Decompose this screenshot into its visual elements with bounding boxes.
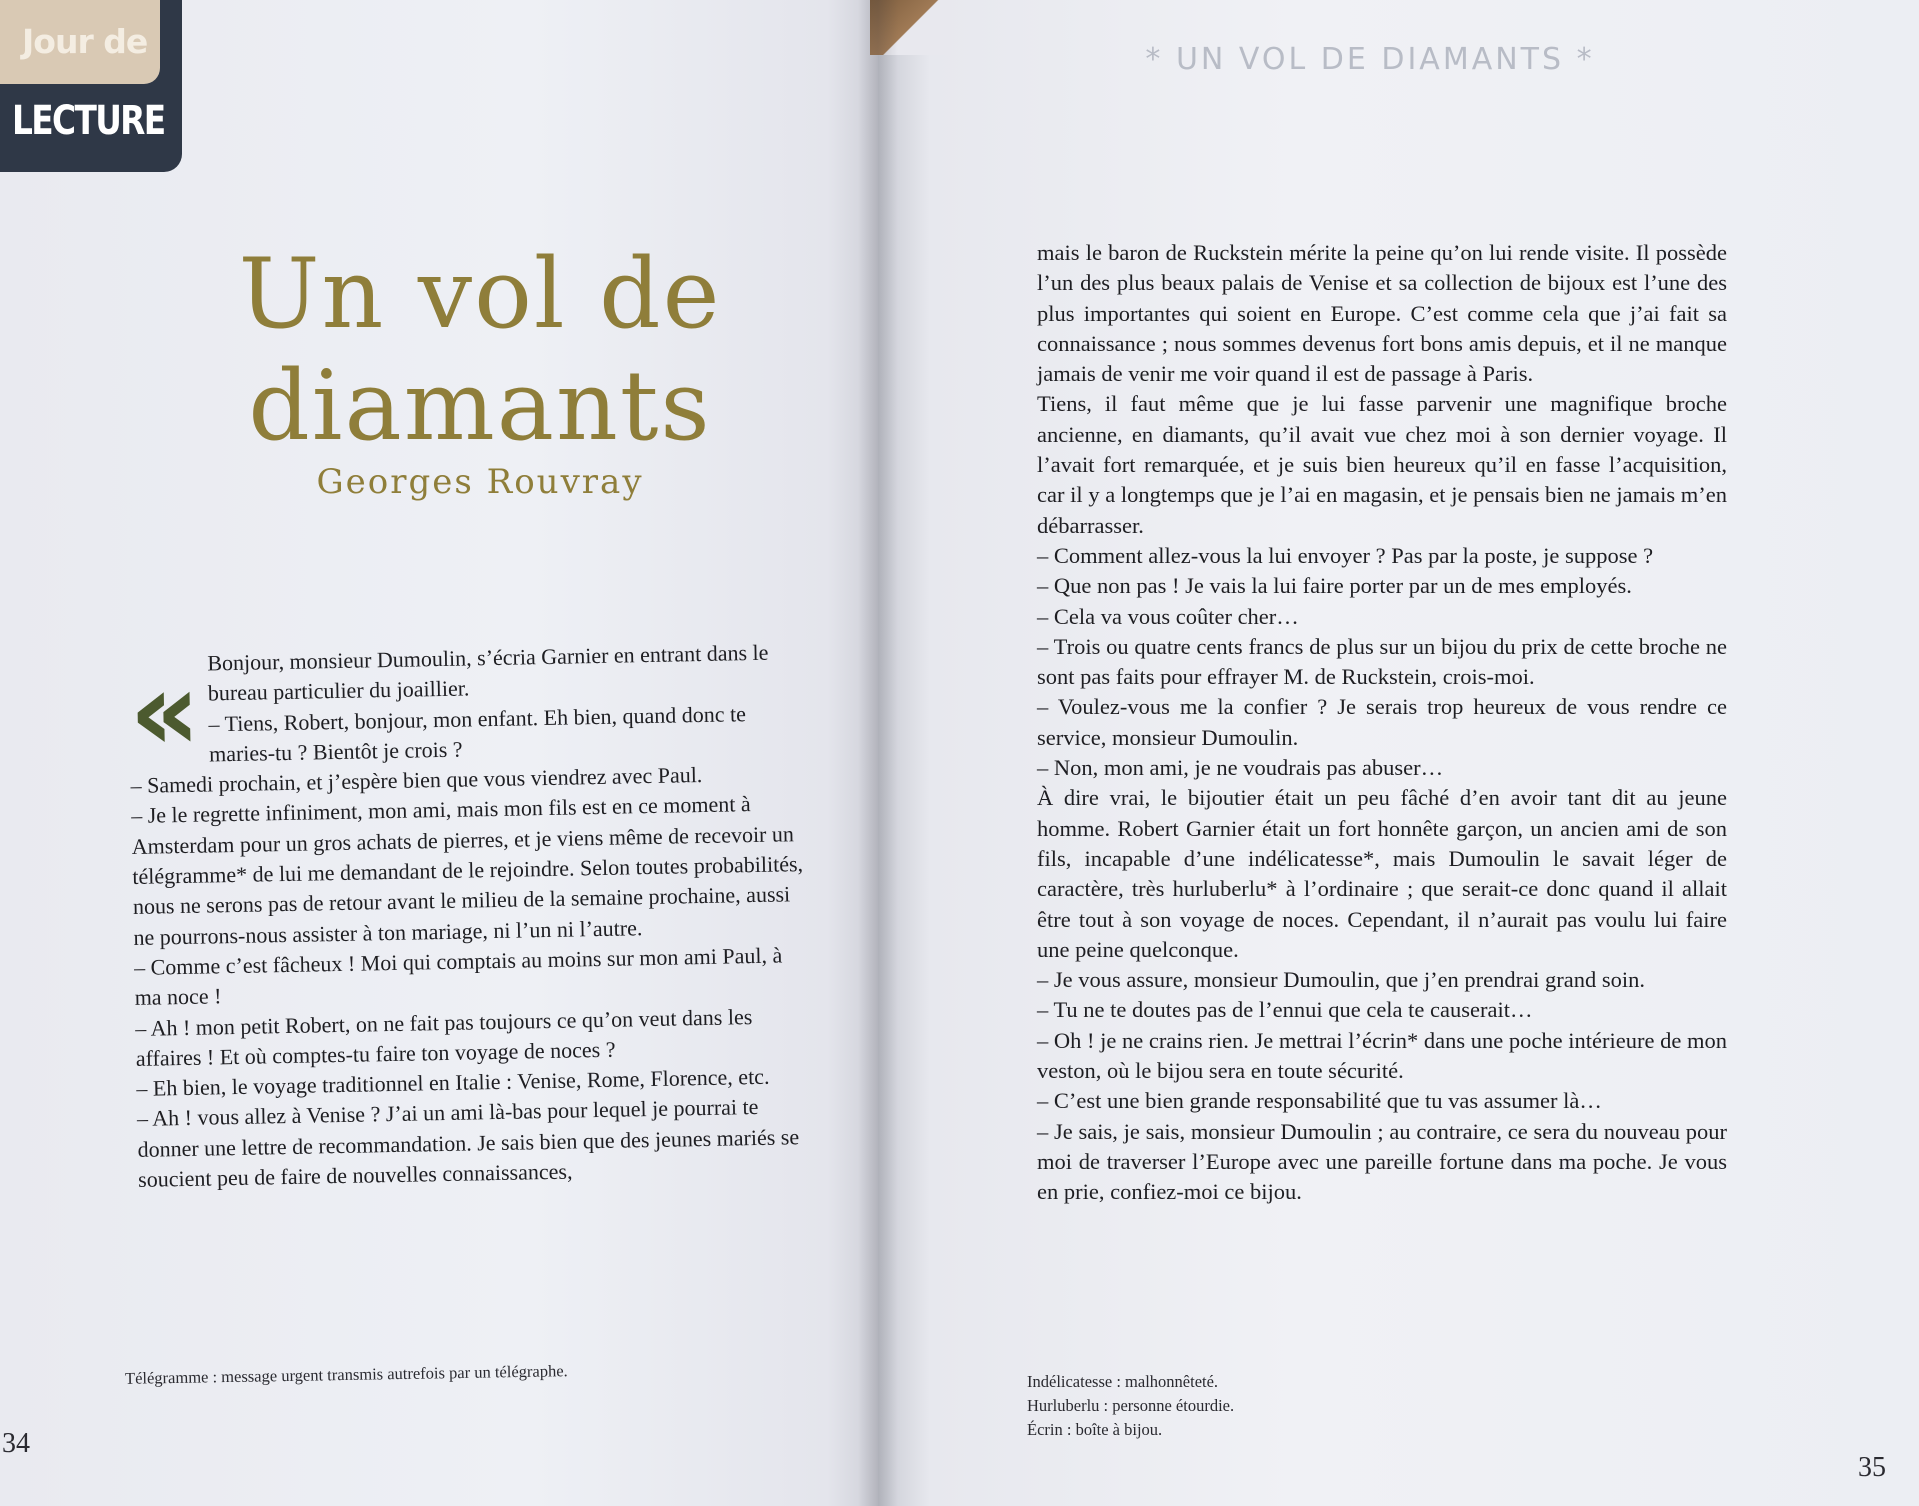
paragraph: – Ah ! mon petit Robert, on ne fait pas toujours ce qu’on veut dans les affaires ! Et où comptes-tu faire ton voyage de noces ? [135,1003,753,1071]
left-body-text [128,637,818,1195]
paragraph: – Tiens, Robert, bonjour, mon enfant. Eh bien, quand donc te maries-tu ? Bientôt je crois ? [208,700,747,767]
footnote: Télégramme : message urgent transmis autrefois par un télégraphe. [124,1361,568,1388]
paragraph: mais le baron de Ruckstein mérite la peine qu’on lui rende visite. Il possède l’un des plus beaux palais de Venise et sa collection de bijoux est l’une des plus importantes qui soient en Europe. C’est comme cela que j’ai fait sa connaissance ; nous sommes devenus fort bons amis depuis, et il ne manque jamais de venir me voir quand il est de passage à Paris. [1037,240,1727,387]
tag-bottom-label: LECTURE [12,98,165,144]
paragraph: – Eh bien, le voyage traditionnel en Italie : Venise, Rome, Florence, etc. [136,1063,770,1102]
tag-top [0,0,160,84]
paragraph: – Non, mon ami, je ne voudrais pas abuser… [1037,755,1444,781]
paragraph: Tiens, il faut même que je lui fasse parvenir une magnifique broche ancienne, en diamants, qu’il avait vue chez moi à son dernier voyage. Il l’avait fort remarquée, et je suis bien heureux qu’il en fasse l’acquisition, car il y a longtemps que je l’ai en magasin, et je pensais bien ne jamais m’en débarrasser. [1037,391,1727,538]
paragraph: – Ah ! vous allez à Venise ? J’ai un ami là-bas pour lequel je pourrai te donner une lettre de recommandation. Je sais bien que des jeunes mariés se soucient peu de faire de nouvelles connaissances, [136,1094,800,1192]
paragraph: – Trois ou quatre cents francs de plus sur un bijou du prix de cette broche ne sont pas faits pour effrayer M. de Ruckstein, crois-moi. [1037,633,1727,690]
paragraph: Bonjour, monsieur Dumoulin, s’écria Garnier en entrant dans le bureau particulier du joaillier. [207,639,769,706]
footnotes [1027,1370,1234,1442]
paragraph: – Cela va vous coûter cher… [1037,603,1299,629]
page-number: 34 [2,1428,30,1459]
footnote: Écrin : boîte à bijou. [1027,1420,1163,1439]
paragraph: – Je sais, je sais, monsieur Dumoulin ; au contraire, ce sera du nouveau pour moi de traverser l’Europe avec une pareille fortune dans ma poche. Je vous en prie, confiez-moi ce bijou. [1037,1118,1727,1205]
paragraph: – Que non pas ! Je vais la lui faire porter par un de mes employés. [1037,573,1632,599]
paragraph: – Je le regrette infiniment, mon ami, mais mon fils est en ce moment à Amsterdam pour un gros achats de pierres, et je viens même de recevoir un télégramme* de lui me demandant de le rejoindre. Selon toutes probabilités, nous ne serons pas de retour avant le milieu de la semaine prochaine, aussi ne pourrons-nous assister à ton mariage, ni l’un ni l’autre. [130,791,804,950]
paragraph: – Oh ! je ne crains rien. Je mettrai l’écrin* dans une poche intérieure de mon veston, où le bijou sera en toute sécurité. [1037,1027,1727,1084]
tag-top-label: Jour de [22,22,148,61]
paragraph: – Comme c’est fâcheux ! Moi qui comptais au moins sur mon ami Paul, à ma noce ! [133,942,783,1011]
footnote: Indélicatesse : malhonnêteté. [1027,1372,1219,1391]
left-page [0,0,880,1506]
running-head: * UN VOL DE DIAMANTS * [1145,42,1595,77]
paragraph: – Tu ne te doutes pas de l’ennui que cela te causerait… [1037,997,1533,1023]
opening-quote-mark: « [127,646,202,776]
paragraph: À dire vrai, le bijoutier était un peu fâché d’en avoir tant dit au jeune homme. Robert Garnier était un fort honnête garçon, un ancien ami de son fils, incapable d’une indélicatesse*, mais Dumoulin le savait léger de caractère, très hurluberlu* à l’ordinaire ; que serait-ce donc quand il allait être tout à son voyage de noces. Cependant, il n’aurait pas voulu lui faire une peine quelconque. [1037,785,1727,962]
author-name: Georges Rouvray [316,462,644,502]
paragraph: – Je vous assure, monsieur Dumoulin, que j’en prendrai grand soin. [1037,967,1646,993]
story-title: Un vol de diamants [238,238,722,462]
table-edge [870,0,950,55]
paragraph: – Samedi prochain, et j’espère bien que vous viendrez avec Paul. [130,762,703,799]
section-tag [0,0,182,172]
paragraph: – Voulez-vous me la confier ? Je serais trop heureux de vous rendre ce service, monsieur Dumoulin. [1037,694,1727,750]
footnote: Hurluberlu : personne étourdie. [1027,1396,1235,1415]
paragraph: – C’est une bien grande responsabilité que tu vas assumer là… [1037,1088,1602,1114]
right-body-text [1037,238,1727,1208]
paragraph: – Comment allez-vous la lui envoyer ? Pas par la poste, je suppose ? [1037,542,1654,568]
page-number: 35 [1858,1452,1886,1483]
